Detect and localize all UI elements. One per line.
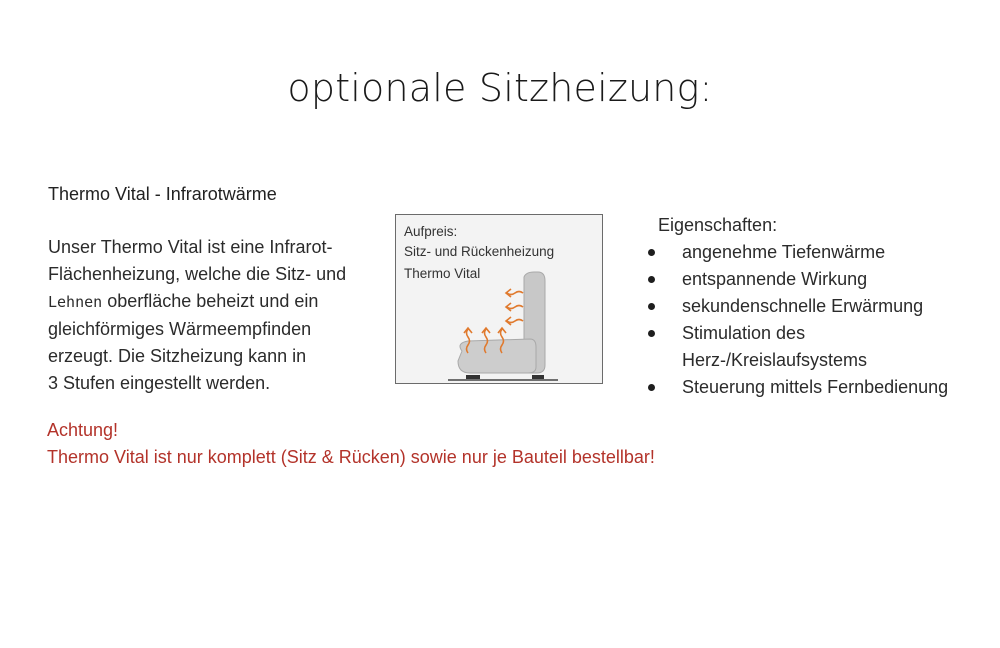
list-item: [648, 266, 988, 293]
arrowhead-icon: [482, 328, 490, 333]
heat-arrow-icon: [507, 320, 523, 323]
warning-heading: Achtung!: [47, 420, 119, 440]
bullet-icon: [648, 384, 655, 391]
back-heat-arrows: [506, 289, 523, 325]
warning-notice: [47, 417, 655, 471]
chair-foot: [532, 375, 544, 379]
box-label-heating: Sitz- und Rückenheizung: [404, 244, 555, 259]
heat-arrow-icon: [507, 292, 523, 295]
chair-seat: [458, 339, 536, 373]
feature-label: angenehme Tiefenwärme: [682, 242, 886, 262]
heated-seat-illustration: [396, 215, 604, 385]
description-line: erzeugt. Die Sitzheizung kann in: [48, 346, 307, 366]
features-list: [648, 239, 988, 401]
list-item: [648, 320, 988, 347]
arrowhead-icon: [464, 328, 472, 333]
chair-foot: [466, 375, 480, 379]
description-section: [48, 184, 388, 397]
box-label-product: Thermo Vital: [404, 266, 481, 281]
description-line: Flächenheizung, welche die Sitz- und: [48, 264, 347, 284]
bullet-icon: [648, 276, 655, 283]
list-item: [648, 293, 988, 320]
description-line: 3 Stufen eingestellt werden.: [48, 373, 271, 393]
warning-text: Thermo Vital ist nur komplett (Sitz & Rücken) sowie nur je Bauteil bestellbar!: [47, 447, 655, 467]
description-line: gleichförmiges Wärmeempfinden: [48, 319, 312, 339]
description-line: [48, 288, 388, 316]
description-heading: Thermo Vital - Infrarotwärme: [48, 184, 277, 204]
list-item-continuation: [648, 347, 988, 374]
feature-label: Steuerung mittels Fernbedienung: [682, 377, 949, 397]
description-text: [48, 234, 388, 397]
arrowhead-icon: [506, 317, 511, 325]
bullet-icon: [648, 303, 655, 310]
description-line: Unser Thermo Vital ist eine Infrarot-: [48, 237, 333, 257]
feature-label: Herz-/Kreislaufsystems: [682, 350, 868, 370]
features-section: [648, 212, 988, 401]
features-heading: Eigenschaften:: [658, 215, 778, 235]
arrowhead-icon: [506, 303, 511, 311]
surcharge-info-box: [395, 214, 603, 384]
description-word: Lehnen: [48, 293, 103, 311]
list-item: [648, 239, 988, 266]
feature-label: entspannende Wirkung: [682, 269, 868, 289]
feature-label: Stimulation des: [682, 323, 806, 343]
page-title: optionale Sitzheizung:: [287, 66, 713, 110]
bullet-icon: [648, 249, 655, 256]
arrowhead-icon: [498, 328, 506, 333]
box-label-surcharge: Aufpreis:: [404, 224, 458, 239]
list-item: [648, 374, 988, 401]
bullet-icon: [648, 330, 655, 337]
heat-arrow-icon: [507, 306, 523, 309]
arrowhead-icon: [506, 289, 511, 297]
feature-label: sekundenschnelle Erwärmung: [682, 296, 924, 316]
description-line-rest: oberfläche beheizt und ein: [107, 291, 319, 311]
